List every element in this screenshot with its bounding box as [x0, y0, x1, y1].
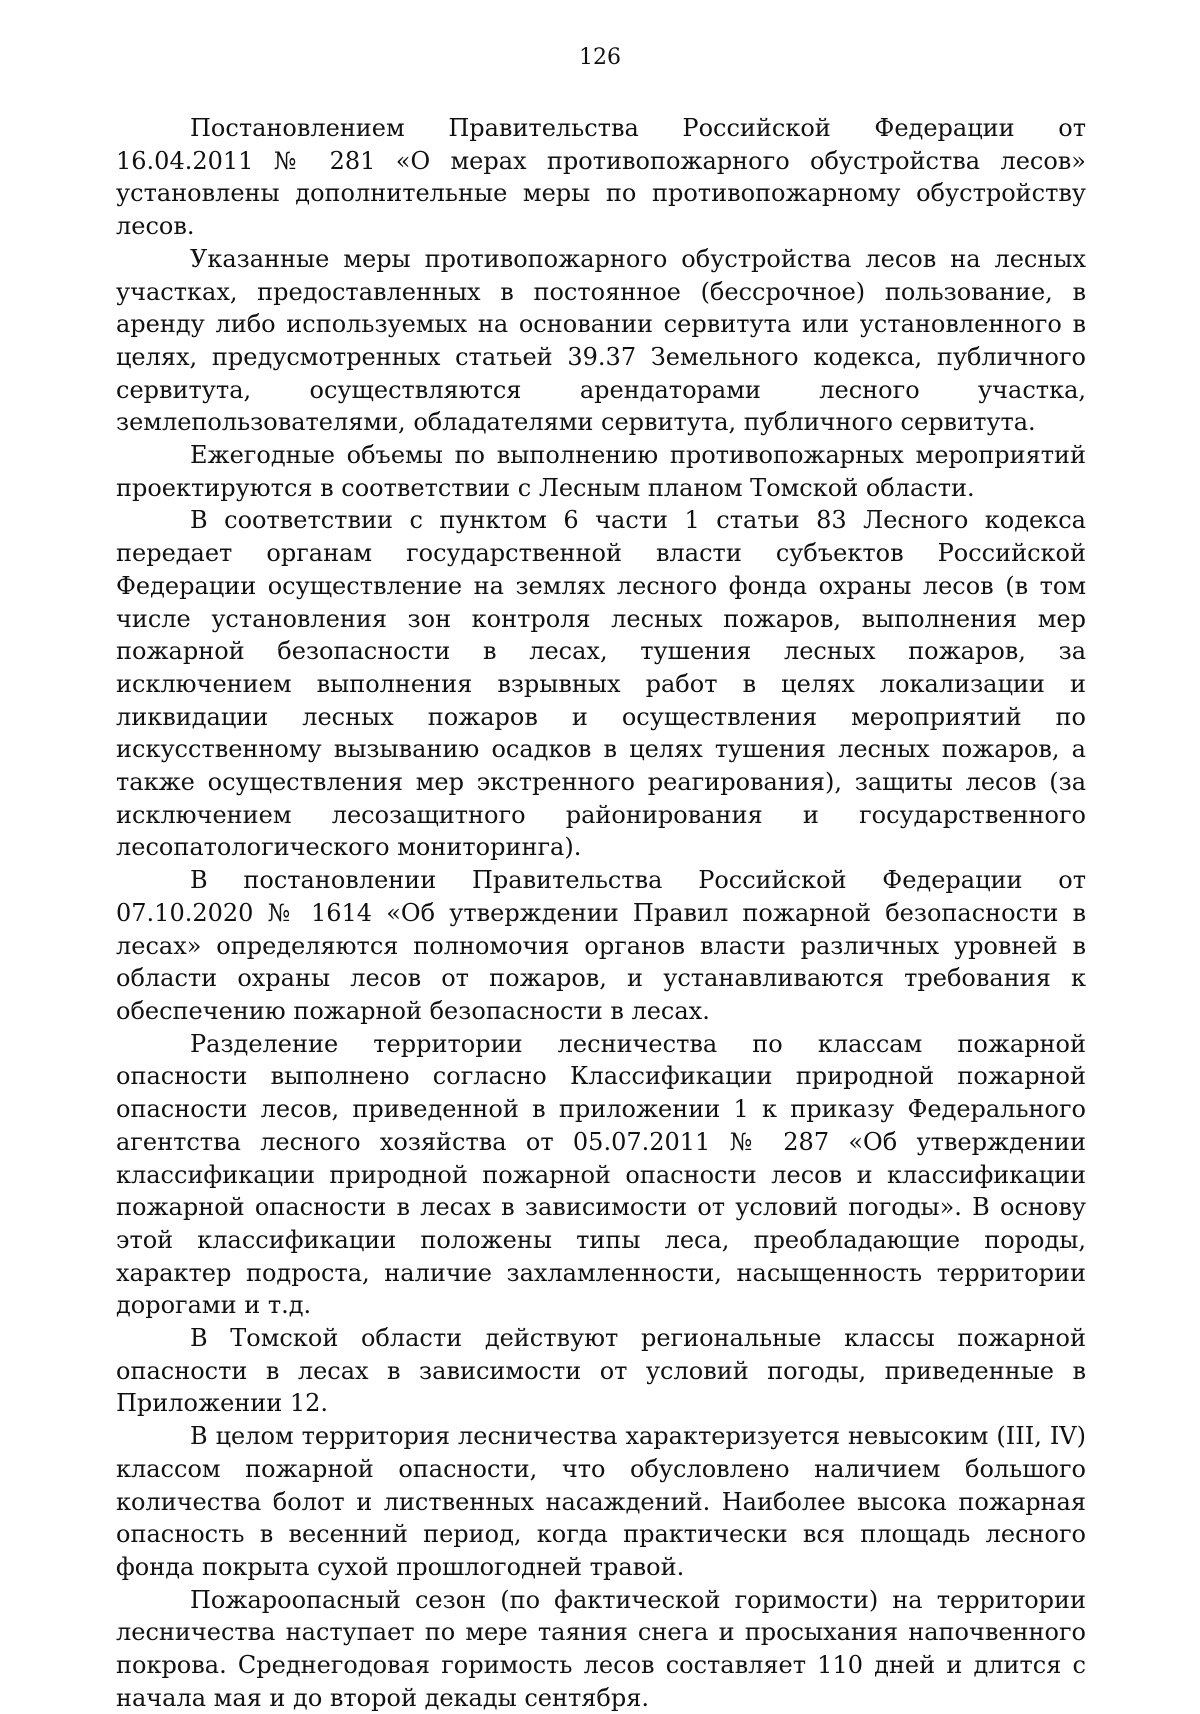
paragraph: В целом территория лесничества характеризуется невысоким (III, IV) классом пожарной опасности, что обусловлено наличием большого количества болот и лиственных насаждений. Наиболее высока пожарная опасность в весенний период, когда практически вся площадь лесного фонда покрыта сухой прошлогодней травой. — [116, 1422, 1086, 1581]
paragraph: Пожароопасный сезон (по фактической горимости) на территории лесничества наступает по мере таяния снега и просыхания напочвенного покрова. Среднегодовая горимость лесов составляет 110 дней и длится с начала мая и до второй декады сентября. — [116, 1585, 1086, 1712]
paragraph: Разделение территории лесничества по классам пожарной опасности выполнено согласно Классификации природной пожарной опасности лесов, приведенной в приложении 1 к приказу Федерального агентства лесного хозяйства от 05.07.2011 № 287 «Об утверждении классификации природной пожарной опасности лесов и классификации пожарной опасности в лесах в зависимости от условий погоды». В основу этой классификации положены типы леса, преобладающие породы, характер подроста, наличие захламленности, насыщенность территории дорогами и т.д. — [116, 1029, 1086, 1320]
paragraph: Ежегодные объемы по выполнению противопожарных мероприятий проектируются в соответствии с Лесным планом Томской области. — [116, 441, 1086, 502]
paragraph: Указанные меры противопожарного обустройства лесов на лесных участках, предоставленных в постоянное (бессрочное) пользование, в аренду либо используемых на основании сервитута или установленного в целях, предусмотренных статьей 39.37 Земельного кодекса, публичного сервитута, осуществляются арендаторами лесного участка, землепользователями, обладателями сервитута, публичного сервитута. — [116, 244, 1086, 437]
document-body — [116, 112, 1086, 1714]
paragraph: В Томской области действуют региональные классы пожарной опасности в лесах в зависимости от условий погоды, приведенные в Приложении 12. — [116, 1324, 1086, 1418]
paragraph: В соответствии с пунктом 6 части 1 статьи 83 Лесного кодекса передает органам государственной власти субъектов Российской Федерации осуществление на землях лесного фонда охраны лесов (в том числе установления зон контроля лесных пожаров, выполнения мер пожарной безопасности в лесах, тушения лесных пожаров, за исключением выполнения взрывных работ в целях локализации и ликвидации лесных пожаров и осуществления мероприятий по искусственному вызыванию осадков в целях тушения лесных пожаров, а также осуществления мер экстренного реагирования), защиты лесов (за исключением лесозащитного районирования и государственного лесопатологического мониторинга). — [116, 506, 1086, 862]
page-number: 126 — [579, 45, 621, 70]
paragraph: Постановлением Правительства Российской Федерации от 16.04.2011 № 281 «О мерах противопожарного обустройства лесов» установлены дополнительные меры по противопожарному обустройству лесов. — [116, 114, 1086, 241]
paragraph: В постановлении Правительства Российской Федерации от 07.10.2020 № 1614 «Об утверждении Правил пожарной безопасности в лесах» определяются полномочия органов власти различных уровней в области охраны лесов от пожаров, и устанавливаются требования к обеспечению пожарной безопасности в лесах. — [116, 866, 1086, 1025]
